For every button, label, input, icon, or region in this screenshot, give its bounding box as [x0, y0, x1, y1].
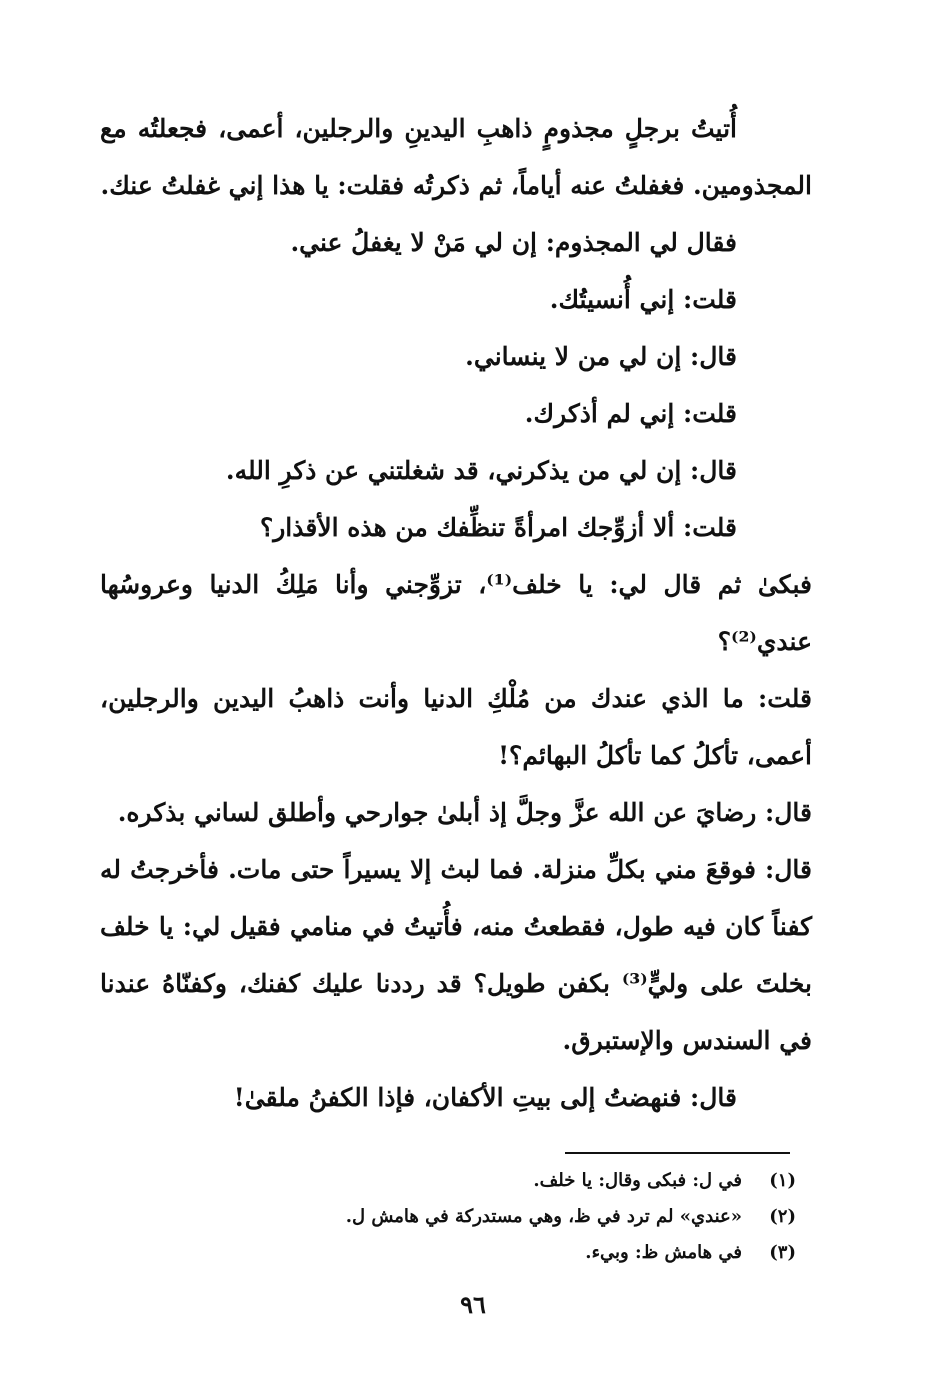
paragraph-closing: قال: فنهضتُ إلى بيتِ الأكفان، فإذا الكفنُ ملقىٰ!: [233, 1083, 737, 1112]
paragraph-intro: أُتيتُ برجلٍ مجذومٍ ذاهبِ اليدينِ والرجلين، أعمى، فجعلتُه مع المجذومين. فغفلتُ عنه أياماً، ثم ذكرتُه فقلت: يا هذا إني غفلتُ عنك.: [100, 114, 812, 200]
footnote-item: [100, 1199, 796, 1235]
paragraph-dialogue: قال: إن لي من يذكرني، قد شغلتني عن ذكرِ الله.: [225, 456, 737, 485]
footnote-text: في ل: فبكى وقال: يا خلف.: [533, 1170, 742, 1191]
footnote-item: [100, 1163, 796, 1199]
main-text: [100, 100, 812, 1126]
paragraph-dialogue: قال: رضايَ عن الله عزَّ وجلَّ إذ أبلىٰ جوارحي وأطلق لساني بذكره.: [117, 798, 812, 827]
footnote-number: (١): [769, 1170, 796, 1191]
footnotes: [100, 1163, 796, 1271]
footnote-separator: [565, 1152, 790, 1154]
footnote-text: في هامش ظ: وبيء.: [585, 1242, 742, 1263]
paragraph-narrative: قال: فوقعَ مني بكلِّ منزلة. فما لبث إلا يسيراً حتى مات. فأخرجتُ له كفناً كان فيه طول، فقطعتُ منه، فأُتيتُ في منامي فقيل لي: يا خلف بخلتَ على وليٍّ⁽³⁾ بكفن طويل؟ قد رددنا عليك كفنك، وكفنّاهُ عندنا في السندس والإستبرق.: [100, 855, 812, 1055]
page-number: ٩٦: [460, 1290, 486, 1319]
paragraph-dialogue: قلت: ما الذي عندك من مُلْكِ الدنيا وأنت ذاهبُ اليدين والرجلين، أعمى، تأكلُ كما تأكلُ البهائم؟!: [100, 684, 812, 770]
footnote-number: (٢): [769, 1206, 796, 1227]
paragraph-dialogue: قلت: إني أُنسيتُك.: [549, 285, 737, 314]
paragraph-dialogue: فبكىٰ ثم قال لي: يا خلف⁽¹⁾، تزوِّجني وأنا مَلِكُ الدنيا وعروسُها عندي⁽²⁾؟: [100, 570, 812, 656]
footnote-number: (٣): [769, 1242, 796, 1263]
paragraph-dialogue: قلت: إني لم أذكرك.: [524, 399, 737, 428]
paragraph-dialogue: فقال لي المجذوم: إن لي مَنْ لا يغفلُ عني.: [290, 228, 737, 257]
paragraph-dialogue: قلت: ألا أزوِّجك امرأةً تنظِّفك من هذه الأقذار؟: [259, 513, 737, 542]
footnote-text: «عندي» لم ترد في ظ، وهي مستدركة في هامش ل.: [345, 1206, 742, 1227]
paragraph-dialogue: قال: إن لي من لا ينساني.: [465, 342, 737, 371]
footnote-item: [100, 1235, 796, 1271]
